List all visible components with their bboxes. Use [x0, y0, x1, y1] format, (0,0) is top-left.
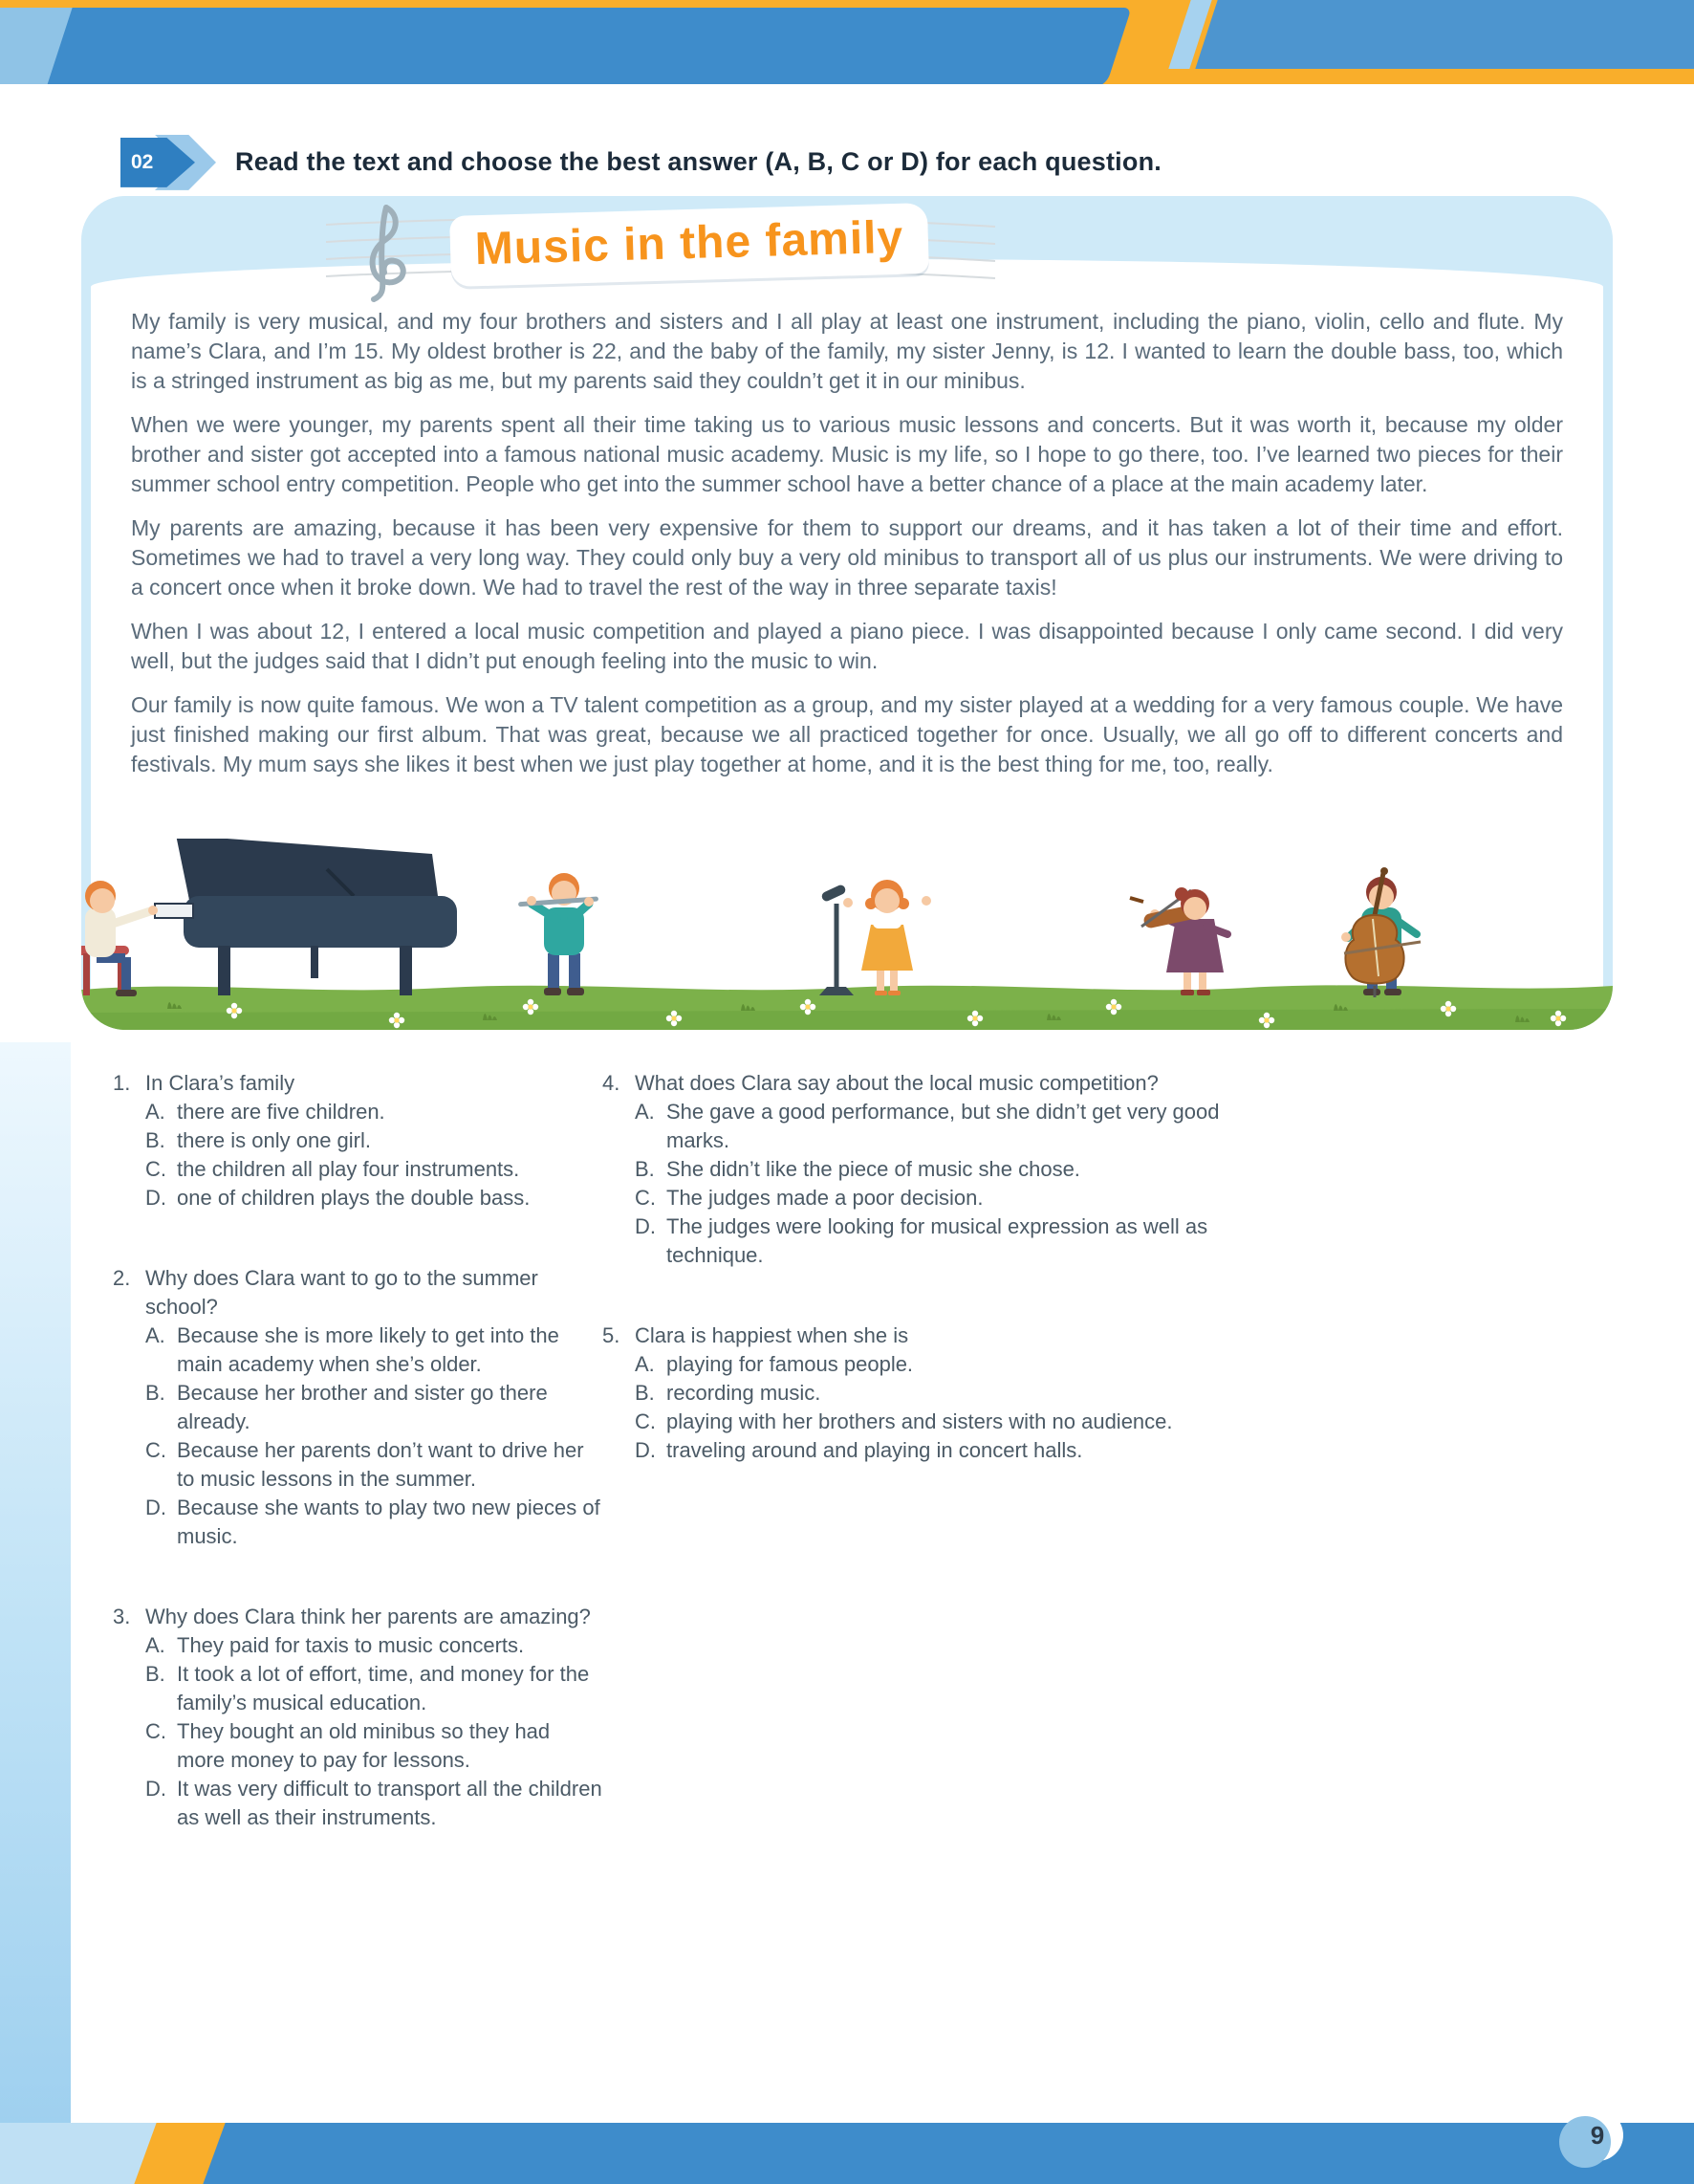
question-number: 5. — [602, 1323, 620, 1347]
option-label: D. — [145, 1186, 166, 1210]
option-text: Because her brother and sister go there already. — [177, 1381, 548, 1433]
option-label: D. — [145, 1777, 166, 1801]
header-right-blue-band — [1195, 0, 1694, 69]
question-2-option-b — [145, 1379, 602, 1436]
question-4-option-a — [635, 1098, 1243, 1155]
left-edge-decoration — [0, 1042, 71, 2123]
passage-title: Music in the family — [474, 211, 904, 275]
question-2-option-c — [145, 1436, 602, 1494]
grand-piano — [155, 839, 457, 995]
question-number: 4. — [602, 1071, 620, 1095]
question-4-option-d — [635, 1212, 1243, 1270]
passage-title-banner — [450, 202, 928, 286]
question-3 — [113, 1603, 602, 1832]
option-text: They bought an old minibus so they had more money to pay for lessons. — [177, 1719, 551, 1772]
option-text: the children all play four instruments. — [177, 1157, 520, 1181]
question-1-option-c — [145, 1155, 602, 1184]
passage-paragraph-2: When we were younger, my parents spent all their time taking us to various music lessons and concerts. But it was worth it, because my older brother and sister got accepted into a famous national music academy. Music is my life, so I hope to go there, too. I’ve learned two pieces for their summer school entry competition. People who get into the summer school have a better chance of a place at the main academy later. — [131, 412, 1563, 496]
option-text: playing with her brothers and sisters with no audience. — [666, 1409, 1173, 1433]
question-4-option-c — [635, 1184, 1243, 1212]
page-number-badge — [1572, 2109, 1623, 2161]
option-label: A. — [635, 1352, 655, 1376]
exercise-number-badge — [120, 135, 216, 190]
question-1 — [113, 1069, 602, 1212]
header-blue-band — [0, 8, 1132, 88]
question-2 — [113, 1264, 602, 1551]
pianist-figure — [81, 881, 158, 996]
question-5 — [602, 1321, 1243, 1465]
exercise-instruction: Read the text and choose the best answer (A, B, C or D) for each question. — [235, 147, 1162, 177]
option-text: It was very difficult to transport all the children as well as their instruments. — [177, 1777, 602, 1829]
option-text: She didn’t like the piece of music she chose. — [666, 1157, 1080, 1181]
option-label: A. — [145, 1633, 165, 1657]
question-3-option-b — [145, 1660, 602, 1717]
option-text: The judges were looking for musical expression as well as technique. — [666, 1214, 1208, 1267]
passage-paragraph-4: When I was about 12, I entered a local music competition and played a piano piece. I was disappointed because I only came second. I did very well, but the judges said that I didn’t put enough feeling into the music to win. — [131, 619, 1563, 673]
question-5-option-d — [635, 1436, 1243, 1465]
question-number: 3. — [113, 1605, 131, 1628]
question-1-option-d — [145, 1184, 602, 1212]
option-label: D. — [635, 1438, 656, 1462]
header-white-gap — [0, 84, 1694, 96]
passage-paragraph-5: Our family is now quite famous. We won a TV talent competition as a group, and my sister played at a wedding for a very famous couple. We have just finished making our first album. That was great, because we all practiced together for once. Usually, we all go off to different concerts and festivals. My mum says she likes it best when we just play together at home, and it is the best thing for me, too, really. — [131, 692, 1563, 776]
option-text: there is only one girl. — [177, 1128, 371, 1152]
option-label: B. — [145, 1128, 165, 1152]
question-prompt: Why does Clara want to go to the summer school? — [145, 1266, 538, 1319]
exercise-number: 02 — [131, 150, 154, 173]
question-3-option-c — [145, 1717, 602, 1775]
passage-paragraph-1: My family is very musical, and my four brothers and sisters and I all play at least one instrument, including the piano, violin, cello and flute. My name’s Clara, and I’m 15. My oldest brother is 22, and the baby of the family, my sister Jenny, is 12. I wanted to learn the double bass, too, which is a stringed instrument as big as me, but my parents said they couldn’t get it in our minibus. — [131, 309, 1563, 393]
questions-column-left — [113, 1069, 602, 1884]
option-label: A. — [145, 1323, 165, 1347]
page-header-decoration — [0, 0, 1694, 96]
singer-figure — [819, 880, 931, 995]
question-number: 2. — [113, 1266, 131, 1290]
cellist-figure — [1341, 867, 1421, 997]
option-text: traveling around and playing in concert halls. — [666, 1438, 1083, 1462]
option-label: D. — [145, 1496, 166, 1519]
option-text: The judges made a poor decision. — [666, 1186, 984, 1210]
option-text: Because she is more likely to get into the main academy when she’s older. — [177, 1323, 559, 1376]
option-label: B. — [145, 1662, 165, 1686]
option-label: C. — [635, 1186, 656, 1210]
option-label: D. — [635, 1214, 656, 1238]
passage-text — [131, 307, 1563, 794]
option-label: C. — [145, 1719, 166, 1743]
option-label: C. — [145, 1157, 166, 1181]
question-3-option-d — [145, 1775, 602, 1832]
question-number: 1. — [113, 1071, 131, 1095]
option-text: recording music. — [666, 1381, 821, 1405]
flutist-figure — [518, 873, 598, 995]
question-2-option-d — [145, 1494, 602, 1551]
question-2-option-a — [145, 1321, 602, 1379]
violinist-figure — [1130, 887, 1227, 995]
option-text: Because she wants to play two new pieces of music. — [177, 1496, 600, 1548]
option-text: They paid for taxis to music concerts. — [177, 1633, 525, 1657]
question-4-option-b — [635, 1155, 1243, 1184]
option-text: Because her parents don’t want to drive her to music lessons in the summer. — [177, 1438, 584, 1491]
option-text: playing for famous people. — [666, 1352, 914, 1376]
option-label: C. — [635, 1409, 656, 1433]
option-text: one of children plays the double bass. — [177, 1186, 531, 1210]
treble-clef-icon — [357, 196, 416, 303]
question-prompt: What does Clara say about the local music competition? — [635, 1071, 1159, 1095]
questions-column-right — [602, 1069, 1243, 1884]
option-label: A. — [635, 1100, 655, 1124]
musicians-illustration — [81, 839, 1613, 1030]
exercise-instruction-row — [120, 126, 1162, 199]
page-footer-decoration — [0, 2120, 1694, 2184]
option-label: C. — [145, 1438, 166, 1462]
question-5-option-c — [635, 1408, 1243, 1436]
option-text: It took a lot of effort, time, and money for the family’s musical education. — [177, 1662, 590, 1714]
page-number: 9 — [1590, 2120, 1605, 2150]
question-prompt: In Clara’s family — [145, 1071, 295, 1095]
option-text: there are five children. — [177, 1100, 385, 1124]
question-1-option-a — [145, 1098, 602, 1126]
question-3-option-a — [145, 1631, 602, 1660]
question-prompt: Why does Clara think her parents are amazing? — [145, 1605, 591, 1628]
passage-paragraph-3: My parents are amazing, because it has been very expensive for them to support our dreams, and it has taken a lot of their time and effort. Sometimes we had to travel a very long way. They could only buy a very old minibus to transport all of us plus our instruments. We were driving to a concert once when it broke down. We had to travel the rest of the way in three separate taxis! — [131, 515, 1563, 600]
option-label: B. — [635, 1157, 655, 1181]
option-text: She gave a good performance, but she didn’t get very good marks. — [666, 1100, 1220, 1152]
question-prompt: Clara is happiest when she is — [635, 1323, 909, 1347]
reading-passage-card — [81, 196, 1613, 1030]
option-label: B. — [145, 1381, 165, 1405]
question-4 — [602, 1069, 1243, 1270]
option-label: B. — [635, 1381, 655, 1405]
option-label: A. — [145, 1100, 165, 1124]
question-5-option-b — [635, 1379, 1243, 1408]
questions-section — [113, 1069, 1243, 1884]
question-5-option-a — [635, 1350, 1243, 1379]
question-1-option-b — [145, 1126, 602, 1155]
